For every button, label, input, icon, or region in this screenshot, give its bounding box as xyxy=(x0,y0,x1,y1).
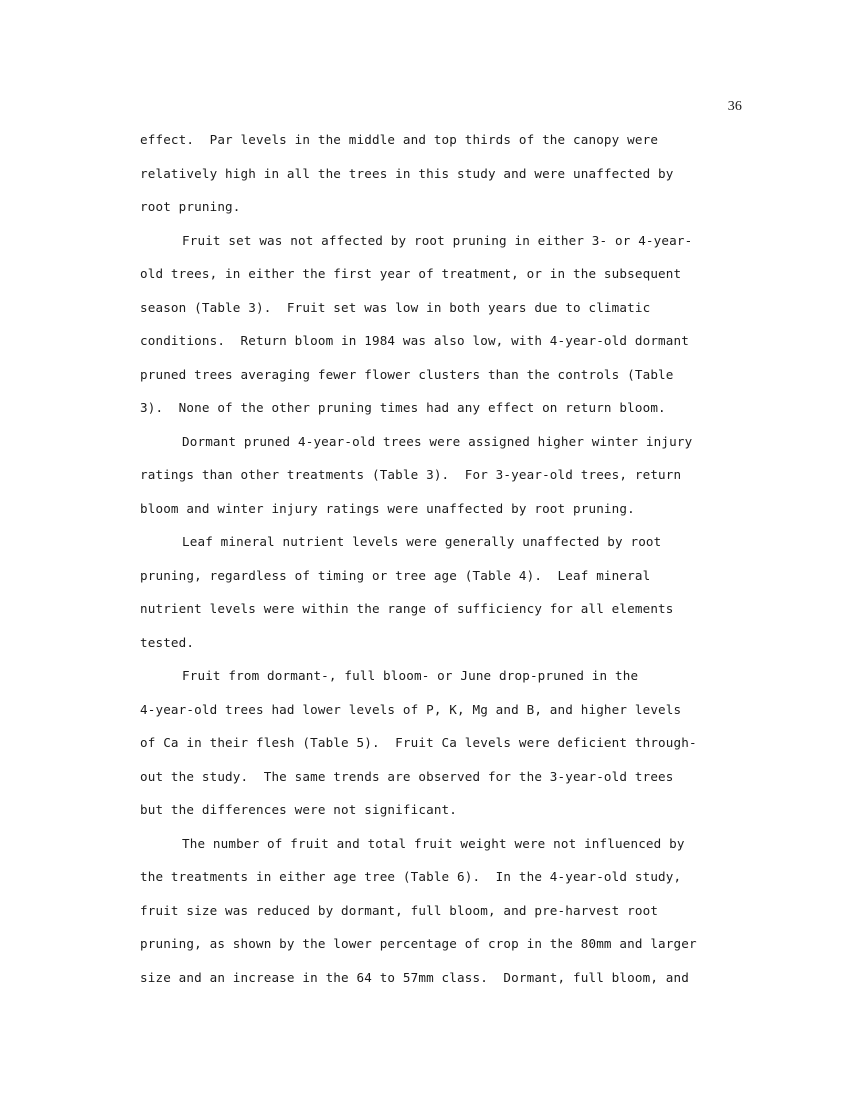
text-line: Fruit set was not affected by root pruning in either 3- or 4-year- xyxy=(182,232,693,248)
text-line: season (Table 3). Fruit set was low in both years due to climatic xyxy=(140,299,651,315)
body-text xyxy=(140,130,750,1001)
text-line: size and an increase in the 64 to 57mm class. Dormant, full bloom, and xyxy=(140,969,689,985)
text-line: The number of fruit and total fruit weight were not influenced by xyxy=(182,835,685,851)
text-line: nutrient levels were within the range of sufficiency for all elements xyxy=(140,601,674,616)
text-line: relatively high in all the trees in this study and were unaffected by xyxy=(140,165,674,181)
text-line: ratings than other treatments (Table 3). For 3-year-old trees, return xyxy=(140,467,682,482)
text-line: bloom and winter injury ratings were unaffected by root pruning. xyxy=(140,500,635,516)
text-line: 3). None of the other pruning times had any effect on return bloom. xyxy=(140,400,666,415)
text-line: old trees, in either the first year of treatment, or in the subsequent xyxy=(140,266,682,281)
text-line: root pruning. xyxy=(140,199,241,214)
text-line: fruit size was reduced by dormant, full bloom, and pre-harvest root xyxy=(140,902,659,918)
text-line: out the study. The same trends are observed for the 3-year-old trees xyxy=(140,768,674,784)
text-line: pruning, regardless of timing or tree age (Table 4). Leaf mineral xyxy=(140,567,651,583)
text-line: effect. Par levels in the middle and top thirds of the canopy were xyxy=(140,132,659,147)
text-line: the treatments in either age tree (Table 6). In the 4-year-old study, xyxy=(140,869,682,884)
text-line: 4-year-old trees had lower levels of P, K, Mg and B, and higher levels xyxy=(140,701,682,717)
text-line: but the differences were not significant. xyxy=(140,802,458,817)
text-line: pruned trees averaging fewer flower clusters than the controls (Table xyxy=(140,366,674,382)
text-line: pruning, as shown by the lower percentage of crop in the 80mm and larger xyxy=(140,936,697,951)
text-line: Leaf mineral nutrient levels were generally unaffected by root xyxy=(182,534,662,549)
text-line: Fruit from dormant-, full bloom- or June drop-pruned in the xyxy=(182,668,639,683)
text-line: of Ca in their flesh (Table 5). Fruit Ca levels were deficient through- xyxy=(140,735,697,750)
text-line: tested. xyxy=(140,634,195,650)
page-number: 36 xyxy=(727,99,742,114)
text-line: conditions. Return bloom in 1984 was also low, with 4-year-old dormant xyxy=(140,333,689,348)
text-line: Dormant pruned 4-year-old trees were assigned higher winter injury xyxy=(182,433,693,449)
